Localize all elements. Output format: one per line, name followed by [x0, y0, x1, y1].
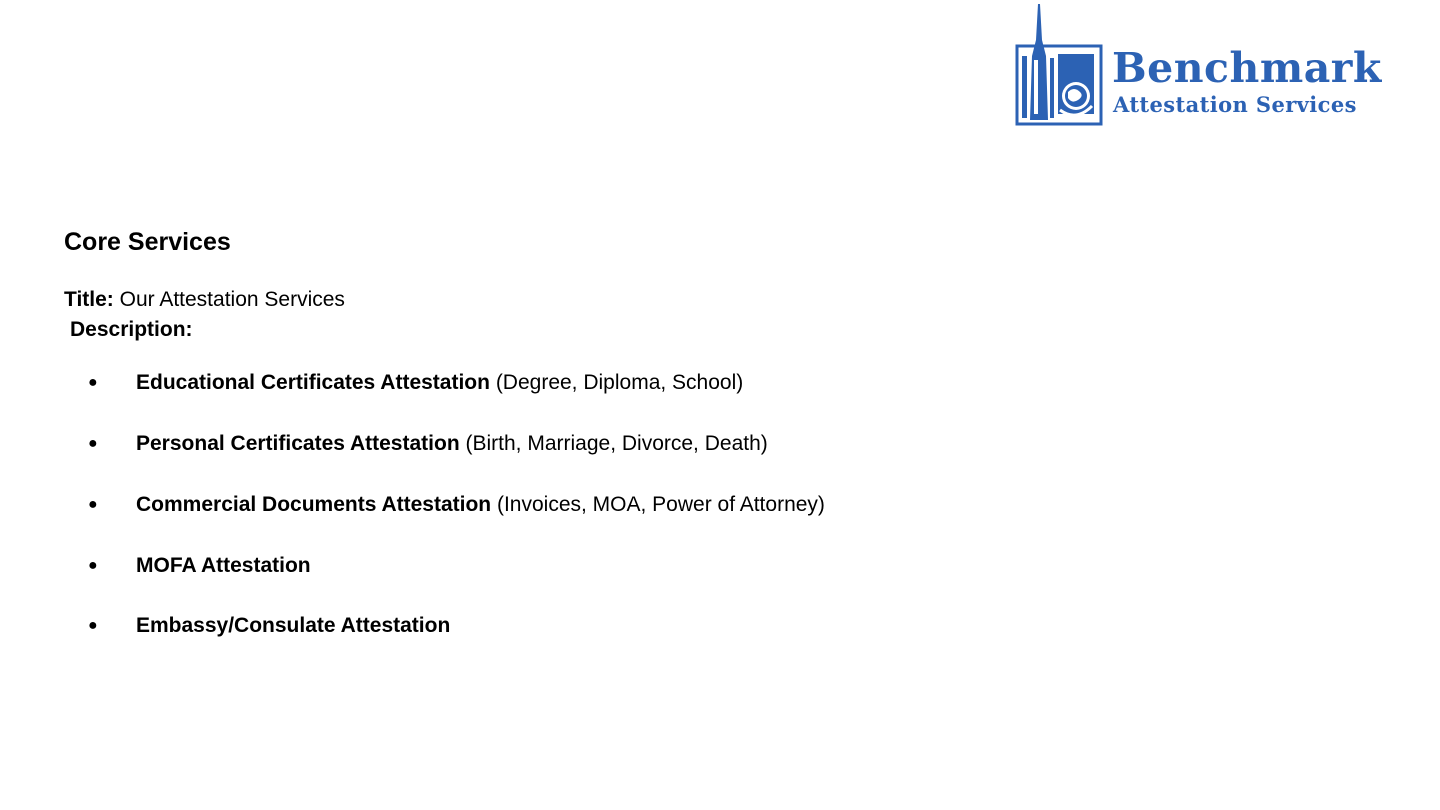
logo-wordmark: Benchmark [1112, 44, 1382, 92]
description-line [70, 317, 193, 343]
service-name: Embassy/Consulate Attestation [136, 614, 451, 637]
title-label: Title: [64, 288, 114, 311]
service-name: Personal Certificates Attestation [136, 432, 460, 455]
bullet-icon: ● [88, 617, 98, 634]
description-label: Description: [70, 318, 193, 341]
bullet-icon: ● [88, 374, 98, 391]
service-name: MOFA Attestation [136, 554, 311, 577]
bullet-icon: ● [88, 557, 98, 574]
title-line [64, 287, 345, 313]
service-detail: (Degree, Diploma, School) [495, 371, 744, 394]
logo-tagline: Attestation Services [1113, 92, 1357, 117]
bullet-icon: ● [88, 496, 98, 513]
service-name: Commercial Documents Attestation [136, 493, 492, 516]
section-heading: Core Services [64, 228, 231, 256]
tower-globe-icon [1012, 0, 1108, 130]
service-detail: (Birth, Marriage, Divorce, Death) [465, 432, 768, 455]
service-detail: (Invoices, MOA, Power of Attorney) [496, 493, 825, 516]
brand-logo [1012, 0, 1416, 130]
service-name: Educational Certificates Attestation [136, 371, 490, 394]
bullet-icon: ● [88, 435, 98, 452]
title-value: Our Attestation Services [119, 288, 345, 311]
